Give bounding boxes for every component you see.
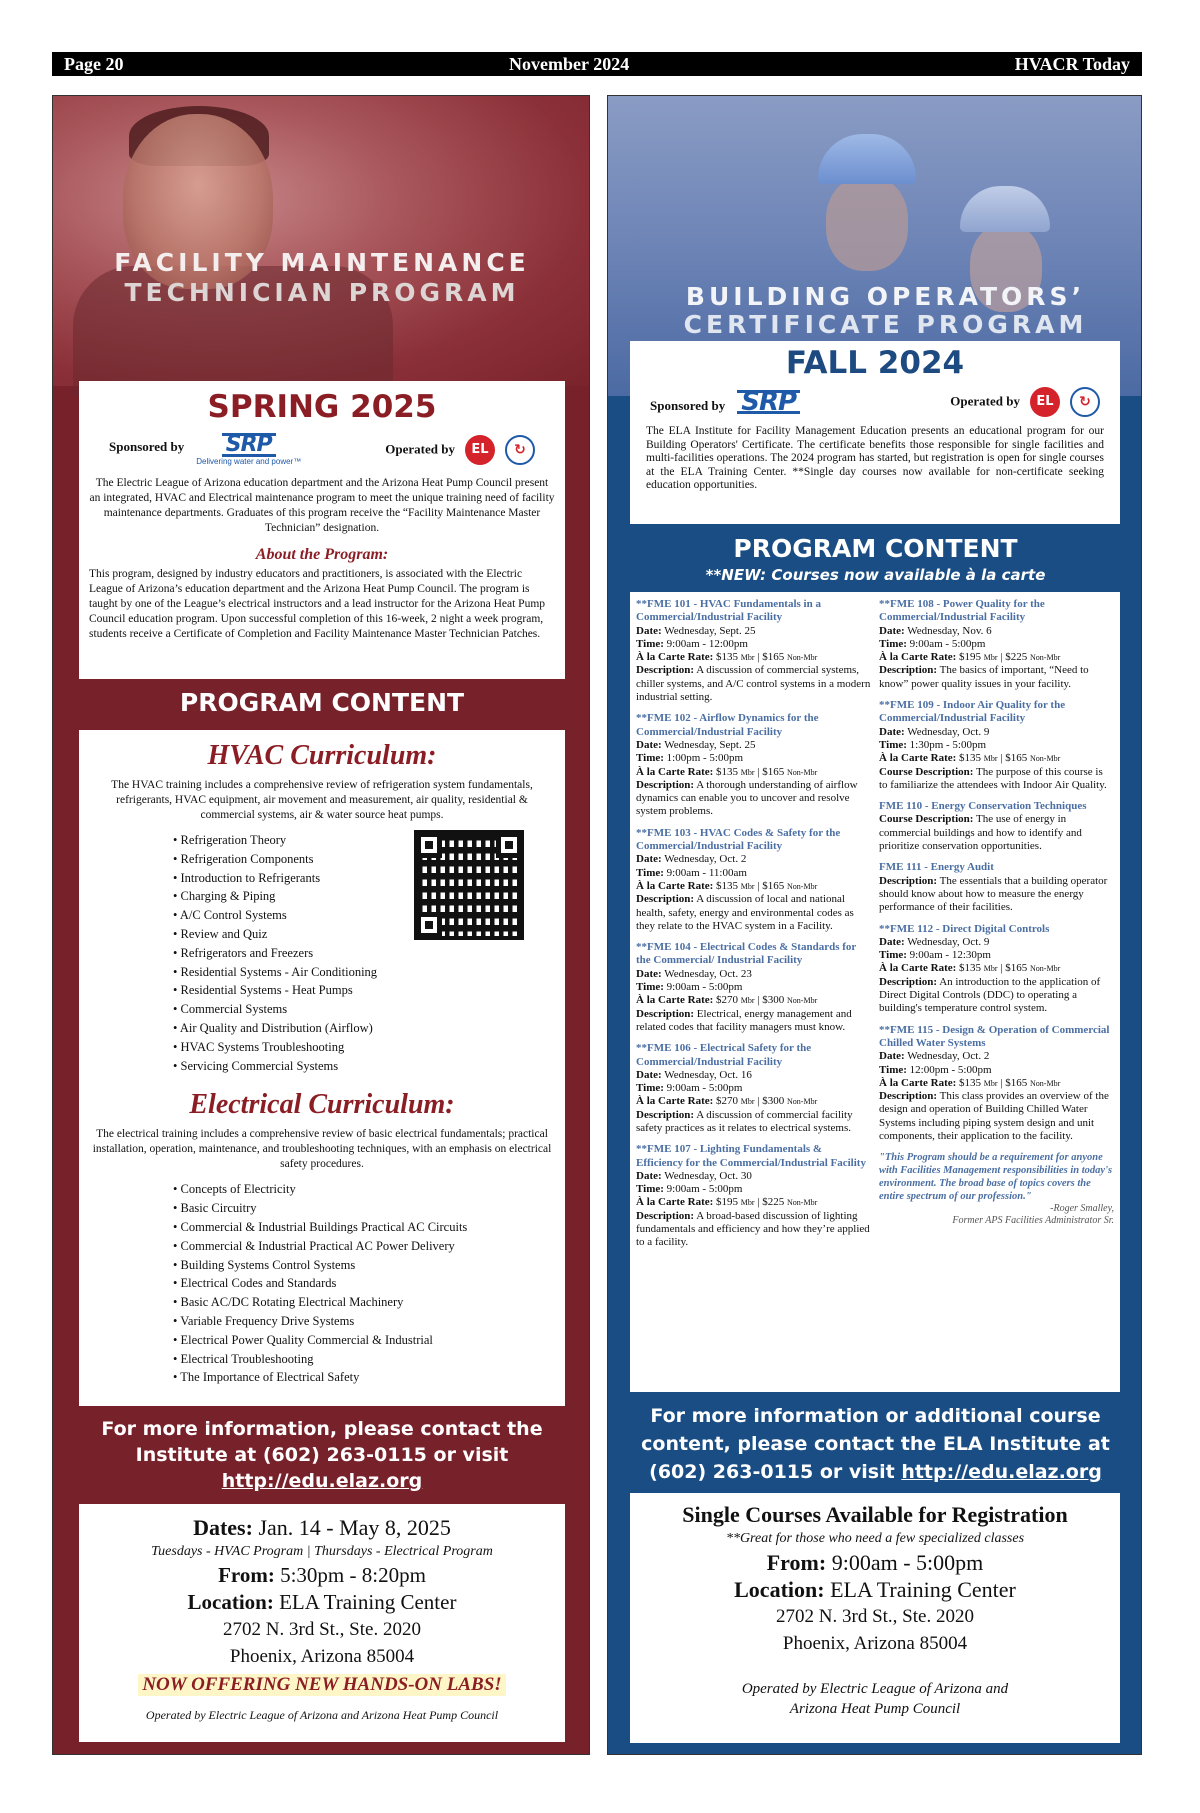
- time-value: 1:30pm - 5:00pm: [909, 738, 987, 751]
- non-member-rate: $165: [762, 879, 785, 892]
- time-label: Time:: [879, 738, 907, 751]
- time-value: 9:00am - 5:00pm: [666, 1082, 743, 1095]
- member-label: Mbr: [740, 881, 755, 891]
- description-text: A discussion of local and national health, safety, energy and environmental codes as they relate to the HVAC system in a Facility.: [636, 893, 854, 932]
- member-label: Mbr: [983, 653, 998, 663]
- course-time: [879, 949, 1114, 962]
- time-value: 9:00am - 5:00pm: [909, 637, 986, 650]
- curriculum-item: • Basic Circuitry: [173, 1199, 555, 1218]
- description-label: Description:: [636, 1209, 695, 1222]
- time-value: 9:00am - 12:30pm: [909, 949, 991, 962]
- curriculum-item: • Servicing Commercial Systems: [173, 1057, 555, 1076]
- time-value: 9:00am - 12:00pm: [666, 637, 748, 650]
- building-operators-ad: [607, 95, 1142, 1755]
- member-label: Mbr: [983, 1078, 998, 1088]
- location-label: Location:: [187, 1590, 274, 1614]
- sponsored-by-label: Sponsored by: [109, 439, 185, 454]
- member-rate: $135: [716, 765, 739, 778]
- weekly-schedule: Tuesdays - HVAC Program | Thursdays - Electrical Program: [151, 1544, 493, 1559]
- schedule-box: [79, 1504, 565, 1742]
- time-value: 9:00am - 5:00pm: [666, 1183, 743, 1196]
- course-rate: À la Carte Rate: $135 Mbr | $165 Non-Mbr: [879, 962, 1061, 975]
- date-value: Wednesday, Sept. 25: [664, 738, 756, 751]
- electrical-curriculum-heading: Electrical Curriculum:: [189, 1089, 455, 1121]
- program-title-line1: FACILITY MAINTENANCE: [114, 248, 530, 277]
- about-text: This program, designed by industry educators and practitioners, is associated with the Electric League of Arizona’s education department and the Arizona Heat Pump Council. The program is taught by one of the League’s electrical instructors and a lead instructor for the Arizona Heat Pump Council education program. Upon successful completion of this 16-week, 2 night a week program, students receive a Certificate of Completion and Facility Maintenance Master Technician Patches.: [89, 568, 546, 640]
- course-description: [879, 664, 1114, 691]
- date-value: Wednesday, Oct. 9: [907, 935, 990, 948]
- date-label: Date:: [636, 967, 662, 980]
- single-courses-subheading: **Great for those who need a few specialized classes: [725, 1531, 1025, 1546]
- from-value: 9:00am - 5:00pm: [831, 1550, 984, 1575]
- description-text: This class provides an overview of the design and operation of Building Chilled Water Systems including piping system design and unit components, their application to the facility.: [879, 1090, 1109, 1142]
- non-member-label: Non-Mbr: [787, 881, 818, 891]
- curriculum-item: • A/C Control Systems: [173, 906, 555, 925]
- course-description: [636, 1210, 871, 1250]
- course-rate: À la Carte Rate: $195 Mbr | $225 Non-Mbr: [879, 651, 1061, 664]
- course-date: [636, 1170, 871, 1183]
- schedule-box: [630, 1493, 1120, 1743]
- contact-info: [608, 1402, 1142, 1486]
- course-item: [636, 598, 871, 704]
- curriculum-item: • Refrigeration Components: [173, 850, 555, 869]
- date-value: Wednesday, Nov. 6: [907, 624, 992, 637]
- issue-date: November 2024: [509, 53, 630, 74]
- time-label: Time:: [636, 981, 664, 994]
- time-label: Time:: [636, 752, 664, 765]
- member-label: Mbr: [740, 1097, 755, 1107]
- curriculum-item: • Air Quality and Distribution (Airflow): [173, 1019, 555, 1038]
- time-value: 1:00pm - 5:00pm: [666, 752, 744, 765]
- description-label: Course Description:: [879, 765, 974, 778]
- non-member-rate: $165: [1005, 1076, 1028, 1089]
- course-item: [879, 800, 1114, 853]
- course-time: [636, 981, 871, 994]
- course-title: **FME 103 - HVAC Codes & Safety for the Commercial/Industrial Facility: [636, 826, 841, 853]
- date-label: Date:: [879, 1050, 905, 1063]
- non-member-label: Non-Mbr: [787, 767, 818, 777]
- member-label: Mbr: [983, 754, 998, 764]
- curriculum-item: • Charging & Piping: [173, 887, 555, 906]
- hvac-curriculum-intro: The HVAC training includes a comprehensive review of refrigeration system fundamentals, refrigerants, HVAC equipment, air movement and measurement, air quality, residential & commercial systems, air & water source heat pumps.: [111, 779, 533, 821]
- non-member-rate: $225: [1005, 651, 1028, 664]
- course-item: [879, 861, 1114, 914]
- non-member-rate: $165: [762, 651, 785, 664]
- description-text: The use of energy in commercial buildings and how to identify and prioritize conservation opportunities.: [879, 813, 1082, 853]
- curriculum-box: [79, 730, 565, 1406]
- rate-label: À la Carte Rate:: [636, 994, 714, 1007]
- curriculum-item: • Electrical Codes and Standards: [173, 1274, 555, 1293]
- member-label: Mbr: [740, 996, 755, 1006]
- course-title: **FME 108 - Power Quality for the Commercial/Industrial Facility: [879, 598, 1045, 624]
- season-heading: SPRING 2025: [207, 389, 437, 425]
- course-rate: À la Carte Rate: $135 Mbr | $165 Non-Mbr: [636, 765, 818, 778]
- course-description: [879, 875, 1114, 915]
- operated-by-label: Operated by: [950, 393, 1020, 409]
- member-rate: $135: [959, 1076, 982, 1089]
- curriculum-item: • Commercial Systems: [173, 1000, 555, 1019]
- non-member-label: Non-Mbr: [1030, 964, 1061, 974]
- operated-by-footer: Operated by Electric League of Arizona and Arizona Heat Pump Council: [145, 1708, 499, 1722]
- time-label: Time:: [636, 637, 664, 650]
- course-item: [636, 827, 871, 933]
- course-description: [636, 779, 871, 819]
- description-label: Description:: [636, 1007, 695, 1020]
- publication-name: HVACR Today: [1014, 53, 1130, 74]
- single-courses-heading: Single Courses Available for Registration: [682, 1502, 1068, 1527]
- course-date: [879, 936, 1114, 949]
- course-description: [636, 1109, 871, 1136]
- course-description: [879, 813, 1114, 853]
- sponsor-row: [89, 433, 555, 466]
- from-label: From:: [218, 1563, 275, 1587]
- curriculum-item: • Variable Frequency Drive Systems: [173, 1312, 555, 1331]
- non-member-rate: $300: [762, 1095, 785, 1108]
- testimonial-role: Former APS Facilities Administrator Sr.: [952, 1215, 1114, 1227]
- contact-line: content, please contact the ELA Institute at: [641, 1433, 1110, 1455]
- course-date: [879, 1050, 1114, 1063]
- course-description: [879, 976, 1114, 1016]
- course-description: [636, 664, 871, 704]
- address-line: Phoenix, Arizona 85004: [229, 1646, 415, 1667]
- course-rate: À la Carte Rate: $270 Mbr | $300 Non-Mbr: [636, 1095, 818, 1108]
- description-label: Description:: [879, 975, 938, 988]
- date-value: Wednesday, Oct. 2: [664, 853, 747, 866]
- course-rate: À la Carte Rate: $135 Mbr | $165 Non-Mbr: [636, 651, 818, 664]
- curriculum-item: • Residential Systems - Air Conditioning: [173, 963, 555, 982]
- curriculum-item: • Commercial & Industrial Practical AC Power Delivery: [173, 1237, 555, 1256]
- course-item: [879, 923, 1114, 1016]
- curriculum-item: • Building Systems Control Systems: [173, 1256, 555, 1275]
- course-date: [879, 625, 1114, 638]
- date-value: Wednesday, Oct. 30: [664, 1169, 752, 1182]
- qr-code[interactable]: [414, 830, 524, 940]
- course-title: **FME 112 - Direct Digital Controls: [879, 922, 1050, 935]
- contact-info: [53, 1416, 590, 1494]
- electric-league-logo: EL: [1030, 387, 1060, 417]
- hands-on-labs-banner: NOW OFFERING NEW HANDS-ON LABS!: [138, 1674, 505, 1696]
- non-member-label: Non-Mbr: [1030, 1078, 1061, 1088]
- location-label: Location:: [734, 1577, 825, 1602]
- curriculum-item: • Concepts of Electricity: [173, 1180, 555, 1199]
- non-member-label: Non-Mbr: [787, 653, 818, 663]
- course-item: [636, 1042, 871, 1135]
- course-column-left: [636, 598, 871, 1388]
- curriculum-item: • Review and Quiz: [173, 925, 555, 944]
- contact-line: (602) 263-0115 or visit: [649, 1461, 895, 1483]
- curriculum-item: • The Importance of Electrical Safety: [173, 1368, 555, 1387]
- course-description: [636, 1008, 871, 1035]
- course-time: [879, 739, 1114, 752]
- time-label: Time:: [636, 866, 664, 879]
- rate-label: À la Carte Rate:: [879, 651, 957, 664]
- location-value: ELA Training Center: [830, 1577, 1016, 1602]
- date-label: Date:: [879, 624, 905, 637]
- contact-line: For more information, please contact the: [101, 1418, 543, 1440]
- intro-box: [79, 381, 565, 679]
- non-member-label: Non-Mbr: [787, 1198, 818, 1208]
- address-line: 2702 N. 3rd St., Ste. 2020: [776, 1606, 974, 1627]
- course-title: **FME 104 - Electrical Codes & Standards for the Commercial/ Industrial Facility: [636, 941, 857, 967]
- program-intro: The ELA Institute for Facility Management Education presents an educational program for our Building Operators' Certificate. The certificate benefits those responsible for single facilities and multi-facilities operations. The 2024 program has started, but registration is open for single courses at the ELA Training Center. **Single day courses now available for non-certificate seeking education opportunities.: [646, 425, 1104, 491]
- date-label: Date:: [636, 853, 662, 866]
- description-label: Description:: [636, 893, 695, 906]
- curriculum-item: • HVAC Systems Troubleshooting: [173, 1038, 555, 1057]
- program-title-line2: TECHNICIAN PROGRAM: [124, 278, 520, 307]
- curriculum-item: • Commercial & Industrial Buildings Practical AC Circuits: [173, 1218, 555, 1237]
- course-date: [636, 968, 871, 981]
- course-item: [636, 712, 871, 818]
- course-item: [636, 1143, 871, 1249]
- electric-league-logo: EL: [465, 435, 495, 465]
- date-label: Date:: [879, 935, 905, 948]
- course-title: **FME 102 - Airflow Dynamics for the Commercial/Industrial Facility: [636, 712, 819, 738]
- srp-tagline: Delivering water and power™: [196, 457, 302, 466]
- address-line: Phoenix, Arizona 85004: [782, 1633, 968, 1654]
- course-description: [879, 1090, 1114, 1143]
- member-rate: $135: [716, 651, 739, 664]
- address-line: 2702 N. 3rd St., Ste. 2020: [223, 1619, 421, 1640]
- course-column-right: [879, 598, 1114, 1388]
- hvac-curriculum-heading: HVAC Curriculum:: [207, 740, 437, 771]
- contact-line: For more information or additional course: [650, 1405, 1101, 1427]
- member-rate: $270: [716, 1095, 739, 1108]
- course-time: [879, 1064, 1114, 1077]
- qr-finder: [416, 832, 442, 858]
- course-time: [636, 752, 871, 765]
- program-title-line2: CERTIFICATE PROGRAM: [683, 310, 1088, 339]
- rate-label: À la Carte Rate:: [636, 1196, 714, 1209]
- operated-by-footer: Arizona Heat Pump Council: [789, 1701, 961, 1717]
- time-label: Time:: [636, 1183, 664, 1196]
- date-value: Wednesday, Oct. 16: [664, 1068, 752, 1081]
- course-item: [879, 699, 1114, 792]
- description-label: Description:: [636, 1108, 695, 1121]
- non-member-rate: $225: [762, 1196, 785, 1209]
- member-rate: $270: [716, 994, 739, 1007]
- date-label: Date:: [636, 1068, 662, 1081]
- non-member-rate: $165: [762, 765, 785, 778]
- sponsor-row: [646, 387, 1104, 417]
- course-rate: À la Carte Rate: $135 Mbr | $165 Non-Mbr: [879, 1076, 1061, 1089]
- dates-value: Jan. 14 - May 8, 2025: [258, 1515, 451, 1540]
- non-member-rate: $165: [1005, 752, 1028, 765]
- time-label: Time:: [879, 1063, 907, 1076]
- member-label: Mbr: [740, 653, 755, 663]
- description-text: A thorough understanding of airflow dynamics can enable you to uncover and resolve system problems.: [636, 778, 858, 818]
- website-link[interactable]: http://edu.elaz.org: [221, 1470, 423, 1492]
- non-member-label: Non-Mbr: [1030, 653, 1061, 663]
- description-label: Description:: [879, 664, 938, 677]
- srp-logo-mark: SRP: [737, 390, 800, 414]
- course-date: [636, 625, 871, 638]
- rate-label: À la Carte Rate:: [636, 879, 714, 892]
- curriculum-item: • Residential Systems - Heat Pumps: [173, 981, 555, 1000]
- curriculum-item: • Refrigerators and Freezers: [173, 944, 555, 963]
- course-item: [636, 941, 871, 1034]
- electrical-curriculum-intro: The electrical training includes a comprehensive review of basic electrical fundamentals; practical installation, operation, maintenance, and troubleshooting techniques, with an emphasis on electrical safety procedures.: [92, 1128, 552, 1171]
- program-content-heading: PROGRAM CONTENT: [733, 534, 1018, 563]
- course-title: FME 111 - Energy Audit: [879, 861, 994, 874]
- time-label: Time:: [879, 637, 907, 650]
- testimonial-author: -Roger Smalley,: [1050, 1203, 1114, 1215]
- non-member-label: Non-Mbr: [787, 1097, 818, 1107]
- date-value: Wednesday, Oct. 9: [907, 725, 990, 738]
- course-listing: [630, 592, 1120, 1392]
- date-label: Date:: [636, 738, 662, 751]
- page-header: [52, 52, 1142, 76]
- from-label: From:: [766, 1550, 827, 1575]
- contact-line: Institute at (602) 263-0115 or visit: [135, 1444, 509, 1466]
- description-text: A discussion of commercial systems, chiller systems, and A/C control systems in a modern industrial setting.: [636, 664, 871, 704]
- srp-logo: [196, 433, 301, 466]
- date-value: Wednesday, Oct. 23: [664, 967, 752, 980]
- intro-box: [630, 341, 1120, 524]
- member-rate: $195: [959, 651, 982, 664]
- non-member-label: Non-Mbr: [787, 996, 818, 1006]
- rate-label: À la Carte Rate:: [879, 962, 957, 975]
- course-date: [636, 739, 871, 752]
- operated-by-footer: Operated by Electric League of Arizona and: [741, 1681, 1009, 1697]
- from-value: 5:30pm - 8:20pm: [280, 1563, 426, 1587]
- time-value: 12:00pm - 5:00pm: [909, 1063, 992, 1076]
- description-label: Description:: [636, 664, 695, 677]
- member-rate: $135: [716, 879, 739, 892]
- operated-by-label: Operated by: [385, 441, 455, 457]
- date-label: Date:: [636, 624, 662, 637]
- description-text: The purpose of this course is to familiarize the attendees with Indoor Air Quality.: [879, 765, 1107, 791]
- hard-hat-icon: [818, 134, 916, 184]
- course-title: **FME 101 - HVAC Fundamentals in a Commercial/Industrial Facility: [636, 598, 821, 624]
- member-label: Mbr: [983, 964, 998, 974]
- sponsored-by-label: Sponsored by: [650, 397, 726, 413]
- course-time: [879, 638, 1114, 651]
- page-number: Page 20: [64, 53, 124, 74]
- srp-logo-mark: SRP: [222, 433, 276, 457]
- course-time: [636, 867, 871, 880]
- course-time: [636, 1183, 871, 1196]
- date-value: Wednesday, Oct. 2: [907, 1050, 990, 1063]
- time-label: Time:: [879, 949, 907, 962]
- date-label: Date:: [636, 1169, 662, 1182]
- curriculum-item: • Introduction to Refrigerants: [173, 869, 555, 888]
- non-member-rate: $300: [762, 994, 785, 1007]
- location-value: ELA Training Center: [279, 1590, 457, 1614]
- time-value: 9:00am - 5:00pm: [666, 981, 743, 994]
- non-member-rate: $165: [1005, 962, 1028, 975]
- member-label: Mbr: [740, 767, 755, 777]
- season-heading: FALL 2024: [785, 345, 965, 381]
- dates-label: Dates:: [193, 1515, 253, 1540]
- course-title: **FME 115 - Design & Operation of Commercial Chilled Water Systems: [879, 1023, 1110, 1049]
- description-text: The essentials that a building operator should know about how to measure the energy performance of their facilities.: [879, 874, 1108, 914]
- description-text: Electrical, energy management and related codes that facility managers must know.: [636, 1007, 852, 1033]
- member-rate: $135: [959, 752, 982, 765]
- member-label: Mbr: [740, 1198, 755, 1208]
- hard-hat-icon: [960, 186, 1050, 232]
- facility-maintenance-ad: [52, 95, 590, 1755]
- course-description: [636, 893, 871, 933]
- rate-label: À la Carte Rate:: [879, 1076, 957, 1089]
- program-content-heading: PROGRAM CONTENT: [179, 688, 465, 717]
- course-rate: À la Carte Rate: $195 Mbr | $225 Non-Mbr: [636, 1196, 818, 1209]
- curriculum-item: • Electrical Power Quality Commercial & Industrial: [173, 1331, 555, 1350]
- course-rate: À la Carte Rate: $135 Mbr | $165 Non-Mbr: [636, 879, 818, 892]
- member-rate: $135: [959, 962, 982, 975]
- member-rate: $195: [716, 1196, 739, 1209]
- technician-photo: [53, 96, 590, 386]
- course-rate: À la Carte Rate: $135 Mbr | $165 Non-Mbr: [879, 752, 1061, 765]
- course-title: **FME 109 - Indoor Air Quality for the Commercial/Industrial Facility: [879, 699, 1066, 725]
- website-link[interactable]: http://edu.elaz.org: [901, 1461, 1102, 1483]
- heat-pump-council-icon: ↻: [1070, 387, 1100, 417]
- heat-pump-council-icon: ↻: [505, 435, 535, 465]
- rate-label: À la Carte Rate:: [636, 765, 714, 778]
- description-label: Description:: [879, 1090, 938, 1103]
- course-description: [879, 766, 1114, 793]
- description-label: Course Description:: [879, 813, 974, 826]
- program-intro: The Electric League of Arizona education department and the Arizona Heat Pump Council present an integrated, HVAC and Electrical maintenance program to meet the unique training need of facility maintenance departments. Graduates of this program receive the “Facility Maintenance Master Technician” designation.: [89, 477, 555, 534]
- course-title: FME 110 - Energy Conservation Techniques: [879, 800, 1087, 813]
- course-time: [636, 1082, 871, 1095]
- qr-finder: [496, 832, 522, 858]
- course-rate: À la Carte Rate: $270 Mbr | $300 Non-Mbr: [636, 994, 818, 1007]
- date-value: Wednesday, Sept. 25: [664, 624, 756, 637]
- course-item: [879, 598, 1114, 691]
- rate-label: À la Carte Rate:: [636, 651, 714, 664]
- curriculum-item: • Electrical Troubleshooting: [173, 1350, 555, 1369]
- course-item: [879, 1024, 1114, 1144]
- time-value: 9:00am - 11:00am: [666, 866, 747, 879]
- description-text: An introduction to the application of Direct Digital Controls (DDC) to operating a building's temperature control system.: [879, 975, 1101, 1015]
- date-label: Date:: [879, 725, 905, 738]
- course-date: [879, 726, 1114, 739]
- course-date: [636, 1069, 871, 1082]
- photo-face: [826, 176, 908, 271]
- curriculum-item: • Refrigeration Theory: [173, 831, 555, 850]
- srp-logo: [737, 386, 800, 417]
- description-text: The basics of important, “Need to know” power quality issues in your facility.: [879, 664, 1089, 690]
- course-title: **FME 106 - Electrical Safety for the Commercial/Industrial Facility: [636, 1042, 812, 1068]
- rate-label: À la Carte Rate:: [879, 752, 957, 765]
- description-label: Description:: [636, 778, 695, 791]
- a-la-carte-note: **NEW: Courses now available à la carte: [705, 566, 1046, 584]
- description-label: Description:: [879, 874, 938, 887]
- description-text: A discussion of commercial facility safety practices as it relates to electrical systems.: [636, 1108, 853, 1134]
- rate-label: À la Carte Rate:: [636, 1095, 714, 1108]
- description-text: A broad-based discussion of lighting fundamentals and efficiency and how they’re applied to a facility.: [636, 1209, 870, 1249]
- course-title: **FME 107 - Lighting Fundamentals & Efficiency for the Commercial/Industrial Facility: [636, 1143, 866, 1169]
- curriculum-item: • Basic AC/DC Rotating Electrical Machinery: [173, 1293, 555, 1312]
- electrical-curriculum-list: [173, 1180, 555, 1387]
- about-heading: About the Program:: [255, 546, 389, 563]
- qr-finder: [416, 912, 442, 938]
- testimonial-quote: "This Program should be a requirement for anyone with Facilities Management responsibilities in today's environment. The broad base of topics covers the entire spectrum of our profession.": [879, 1152, 1113, 1203]
- time-label: Time:: [636, 1082, 664, 1095]
- course-date: [636, 853, 871, 866]
- non-member-label: Non-Mbr: [1030, 754, 1061, 764]
- course-time: [636, 638, 871, 651]
- program-title-line1: BUILDING OPERATORS’: [685, 282, 1086, 311]
